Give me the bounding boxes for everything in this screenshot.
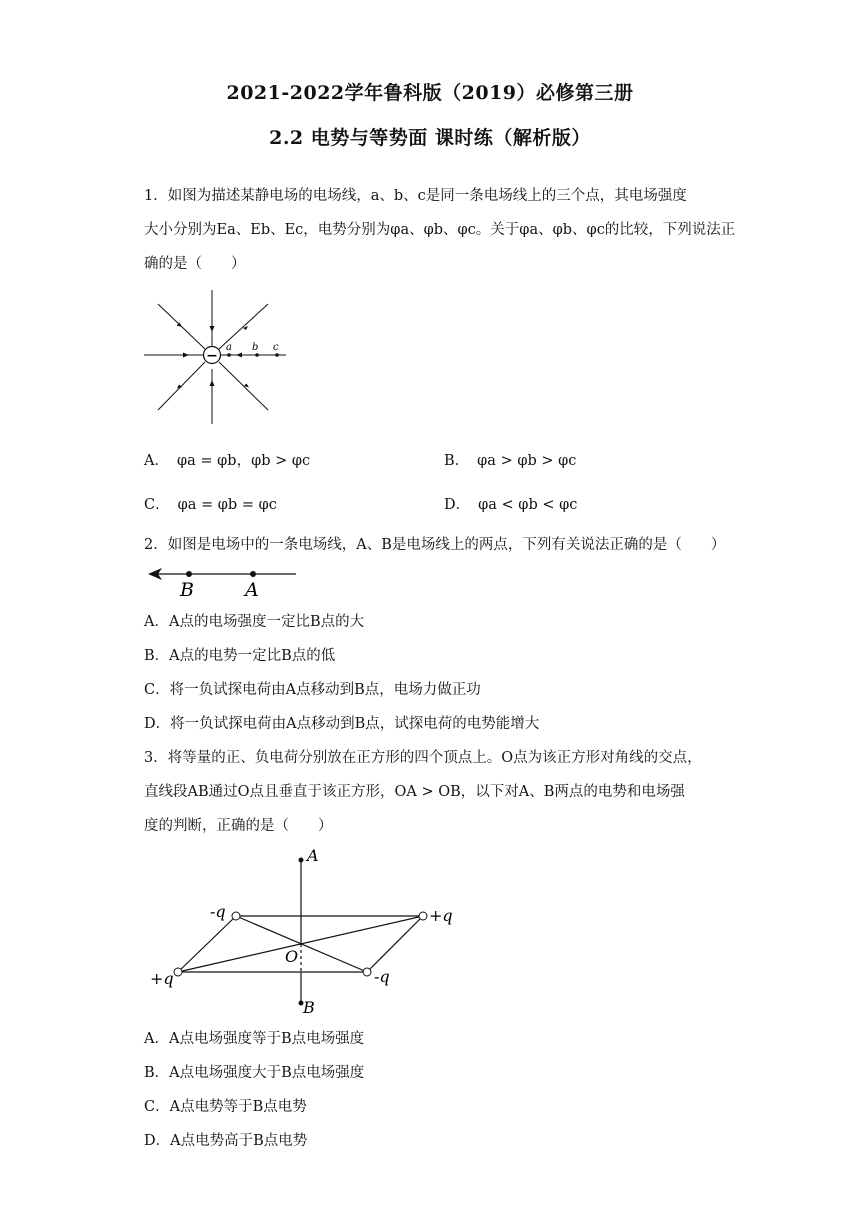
point-b-label: B bbox=[180, 579, 194, 601]
q2-option-c-text: 将一负试探电荷由A点移动到B点，电场力做正功 bbox=[169, 682, 481, 698]
q3-option-b-text: A点电场强度大于B点电场强度 bbox=[169, 1065, 365, 1081]
question-1-number: 1． bbox=[144, 188, 168, 204]
q2-option-a-label: A． bbox=[144, 614, 169, 630]
point-a-label: a bbox=[226, 342, 232, 353]
q2-option-b[interactable] bbox=[144, 646, 335, 666]
page-title: 2021-2022学年鲁科版（2019）必修第三册 bbox=[226, 82, 634, 104]
question-1-figure bbox=[144, 290, 294, 426]
q2-option-b-text: A点的电势一定比B点的低 bbox=[169, 648, 336, 664]
point-b-label: B bbox=[303, 998, 315, 1017]
charge-label-bottom-right: -q bbox=[374, 967, 390, 986]
q1-option-c[interactable] bbox=[144, 495, 277, 515]
q3-option-b[interactable] bbox=[144, 1063, 364, 1083]
question-1-stem bbox=[144, 186, 719, 206]
question-3-line-1-text: 将等量的正、负电荷分别放在正方形的四个顶点上。O点为该正方形对角线的交点， bbox=[167, 750, 702, 766]
point-a-dot bbox=[250, 571, 256, 577]
point-b-dot bbox=[186, 571, 192, 577]
question-3-line-1 bbox=[144, 748, 702, 768]
question-3-line-2: 直线段AB通过O点且垂直于该正方形，OA > OB，以下对A、B两点的电势和电场强 bbox=[144, 784, 685, 800]
q1-option-d-text: φa < φb < φc bbox=[478, 497, 578, 513]
q2-option-d-label: D． bbox=[144, 716, 171, 732]
q3-option-d[interactable] bbox=[144, 1131, 307, 1151]
question-1-line-3: 确的是（ ） bbox=[144, 256, 246, 272]
q2-option-a-text: A点的电场强度一定比B点的大 bbox=[168, 614, 365, 630]
q3-option-a[interactable] bbox=[144, 1029, 364, 1049]
q1-option-d-label: D． bbox=[444, 497, 471, 513]
point-a-dot bbox=[227, 353, 231, 357]
charge-label-top-left: -q bbox=[210, 902, 226, 921]
charge-bottom-left bbox=[174, 968, 182, 976]
q1-option-c-label: C． bbox=[144, 497, 170, 513]
q1-option-b-label: B． bbox=[444, 453, 470, 469]
question-1-line-2: 大小分别为Ea、Eb、Ec，电势分别为φa、φb、φc。关于φa、φb、φc的比较，下列说法正 bbox=[144, 222, 736, 238]
question-3-number: 3． bbox=[144, 750, 168, 766]
point-c-dot bbox=[275, 353, 279, 357]
charge-bottom-right bbox=[363, 968, 371, 976]
q3-option-c-text: A点电势等于B点电势 bbox=[169, 1099, 307, 1115]
point-b-label: b bbox=[252, 342, 259, 353]
question-3-figure bbox=[144, 845, 464, 1017]
page-subtitle: 2.2 电势与等势面 课时练（解析版） bbox=[269, 127, 591, 149]
q3-option-c[interactable] bbox=[144, 1097, 307, 1117]
question-2-stem bbox=[144, 535, 725, 555]
q1-option-a-label: A． bbox=[144, 453, 169, 469]
q1-option-a[interactable] bbox=[144, 451, 310, 471]
point-c-label: c bbox=[273, 342, 279, 353]
question-2-figure bbox=[144, 562, 302, 602]
q2-option-d[interactable] bbox=[144, 714, 539, 734]
q3-option-d-label: D． bbox=[144, 1133, 171, 1149]
q1-option-b[interactable] bbox=[444, 451, 576, 471]
q3-option-a-text: A点电场强度等于B点电场强度 bbox=[168, 1031, 365, 1047]
question-3-line-3: 度的判断，正确的是（ ） bbox=[144, 818, 333, 834]
q1-option-d[interactable] bbox=[444, 495, 577, 515]
q1-option-b-text: φa > φb > φc bbox=[477, 453, 577, 469]
q3-option-b-label: B． bbox=[144, 1065, 170, 1081]
question-2-number: 2． bbox=[144, 537, 168, 553]
q2-option-d-text: 将一负试探电荷由A点移动到B点，试探电荷的电势能增大 bbox=[170, 716, 540, 732]
charge-label-bottom-left: +q bbox=[150, 969, 174, 988]
point-a-label: A bbox=[307, 846, 319, 865]
point-a-label: A bbox=[245, 579, 259, 601]
charge-top-left bbox=[232, 912, 240, 920]
q2-option-c[interactable] bbox=[144, 680, 481, 700]
q1-option-c-text: φa = φb = φc bbox=[177, 497, 277, 513]
q3-option-a-label: A． bbox=[144, 1031, 169, 1047]
charge-label-top-right: +q bbox=[429, 906, 453, 925]
q3-option-c-label: C． bbox=[144, 1099, 170, 1115]
point-b-dot bbox=[255, 353, 259, 357]
q3-option-d-text: A点电势高于B点电势 bbox=[170, 1133, 308, 1149]
q2-option-b-label: B． bbox=[144, 648, 170, 664]
point-a-dot bbox=[299, 858, 304, 863]
q1-option-a-text: φa = φb，φb > φc bbox=[176, 453, 311, 469]
q2-option-a[interactable] bbox=[144, 612, 364, 632]
question-2-text: 如图是电场中的一条电场线，A、B是电场线上的两点，下列有关说法正确的是（ ） bbox=[167, 537, 726, 553]
charge-sign: − bbox=[206, 348, 218, 364]
charge-top-right bbox=[419, 912, 427, 920]
point-o-label: O bbox=[285, 947, 299, 966]
question-1-line-1: 如图为描述某静电场的电场线，a、b、c是同一条电场线上的三个点，其电场强度 bbox=[167, 188, 687, 204]
q2-option-c-label: C． bbox=[144, 682, 170, 698]
